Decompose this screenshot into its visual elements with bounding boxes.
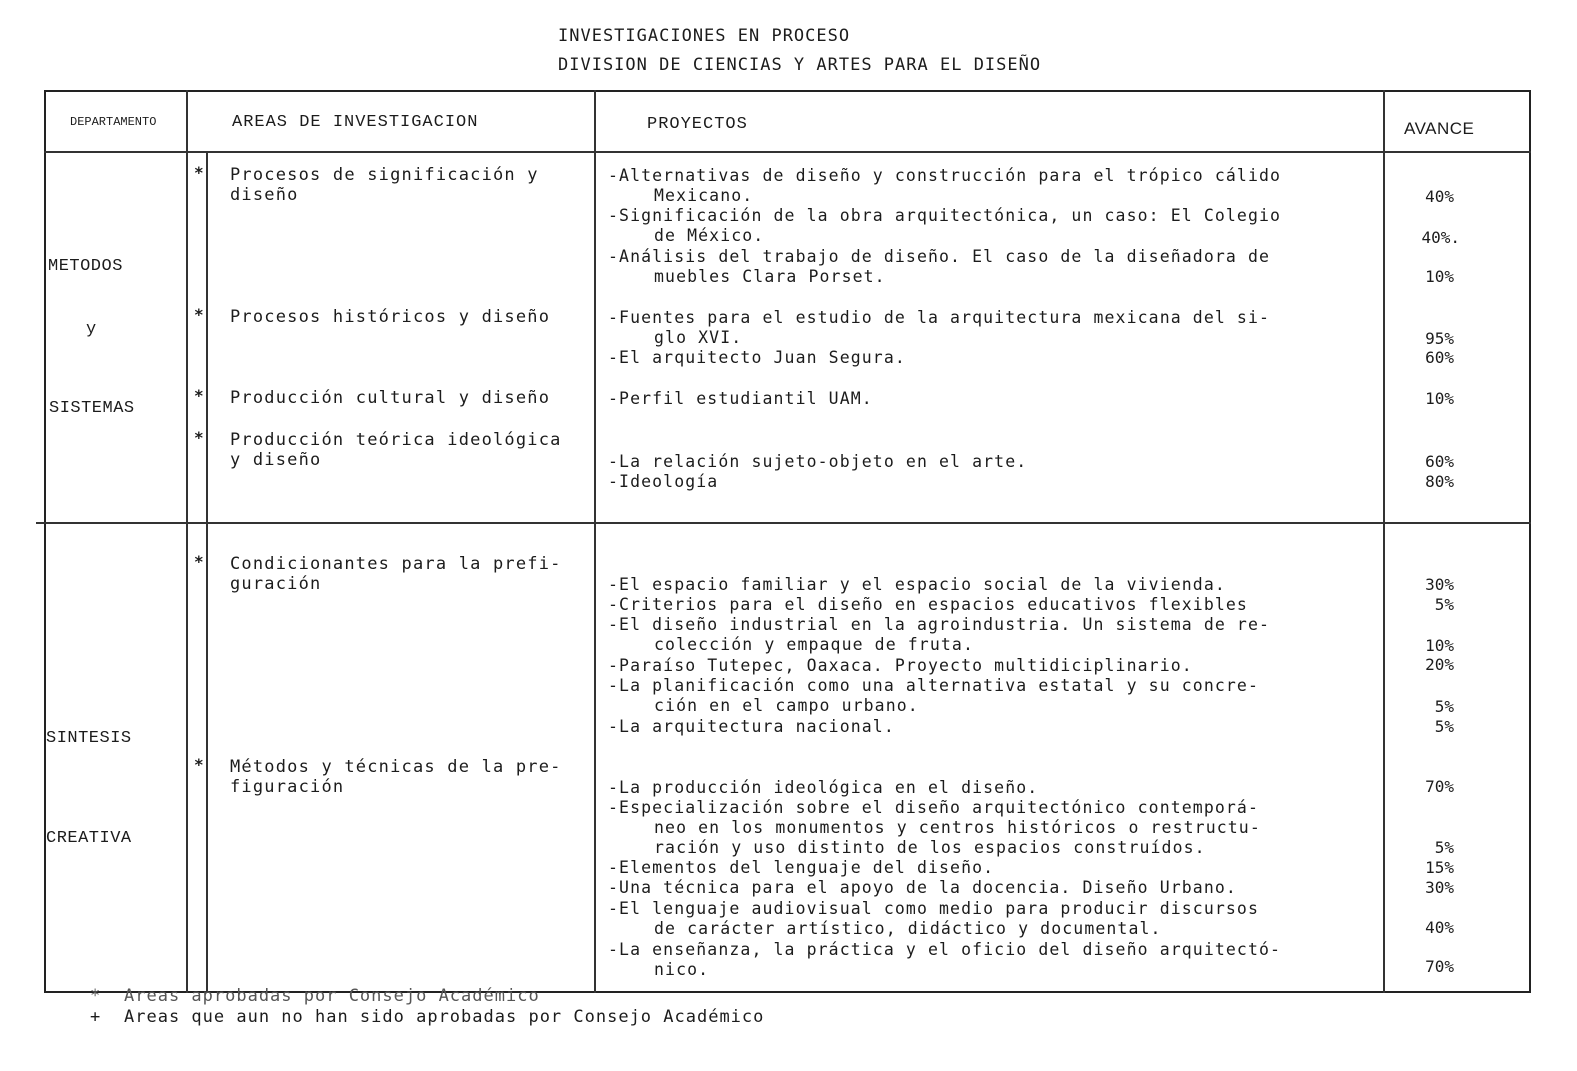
dept-y: y	[86, 320, 97, 339]
project-line: -Perfil estudiantil UAM.	[608, 389, 873, 408]
area-procesos-significacion	[230, 165, 590, 205]
project-item	[608, 575, 1226, 595]
project-line: colección y empaque de fruta.	[654, 635, 974, 654]
document-title: INVESTIGACIONES EN PROCESO	[558, 26, 851, 46]
project-item	[608, 389, 873, 409]
area-star-4: *	[194, 428, 204, 447]
area-line: Procesos históricos y diseño	[230, 307, 551, 327]
area-star-6: *	[194, 755, 204, 774]
avance-value: 95%	[1425, 329, 1454, 348]
project-item	[608, 247, 1270, 287]
footnote-text: Areas aprobadas por Consejo Académico	[124, 986, 540, 1006]
project-item	[608, 878, 1237, 898]
area-line: y diseño	[230, 450, 322, 470]
avance-value: 30%	[1425, 878, 1454, 897]
area-produccion-cultural	[230, 388, 590, 408]
avance-value: 10%	[1425, 636, 1454, 655]
header-divider	[44, 151, 1531, 153]
area-star-5: *	[194, 552, 204, 571]
project-line: -La relación sujeto-objeto en el arte.	[608, 452, 1028, 471]
area-star-3: *	[194, 386, 204, 405]
project-line: nico.	[654, 960, 710, 979]
project-line: de carácter artístico, didáctico y documental.	[654, 919, 1162, 938]
project-line: -Especialización sobre el diseño arquitectónico contemporá-	[608, 798, 1259, 817]
avance-value: 10%	[1425, 389, 1454, 408]
avance-value: 10%	[1425, 267, 1454, 286]
project-item	[608, 717, 895, 737]
avance-value: 40%.	[1421, 228, 1460, 247]
dept-creativa: CREATIVA	[46, 829, 132, 848]
project-item	[608, 798, 1261, 858]
area-line: Producción teórica ideológica	[230, 430, 562, 450]
project-line: -El espacio familiar y el espacio social de la vivienda.	[608, 575, 1226, 594]
footnote-mark: *	[90, 986, 102, 1006]
area-metodos-tecnicas	[230, 757, 590, 797]
project-line: -Significación de la obra arquitectónica, un caso: El Colegio	[608, 206, 1282, 225]
avance-value: 80%	[1425, 472, 1454, 491]
project-line: Mexicano.	[654, 186, 754, 205]
dept-metodos: METODOS	[48, 257, 123, 276]
area-star-1: *	[194, 163, 204, 182]
avance-value: 70%	[1425, 777, 1454, 796]
project-line: muebles Clara Porset.	[654, 267, 886, 286]
header-proyectos: PROYECTOS	[647, 115, 748, 134]
area-star-2: *	[194, 305, 204, 324]
avance-value: 20%	[1425, 655, 1454, 674]
project-line: -La producción ideológica en el diseño.	[608, 778, 1039, 797]
area-procesos-historicos	[230, 307, 590, 327]
avance-value: 40%	[1425, 918, 1454, 937]
avance-value: 60%	[1425, 348, 1454, 367]
col-divider-areas	[594, 90, 596, 993]
area-condicionantes	[230, 554, 590, 594]
project-item	[608, 940, 1281, 980]
dept-sistemas: SISTEMAS	[49, 399, 135, 418]
project-line: -Una técnica para el apoyo de la docencia. Diseño Urbano.	[608, 878, 1237, 897]
footnote-not-approved	[90, 1007, 764, 1027]
project-item	[608, 858, 994, 878]
document-subtitle: DIVISION DE CIENCIAS Y ARTES PARA EL DISEÑO	[558, 55, 1042, 75]
avance-value: 30%	[1425, 575, 1454, 594]
dept-sintesis: SINTESIS	[46, 729, 132, 748]
project-line: -La planificación como una alternativa estatal y su concre-	[608, 676, 1259, 695]
project-item	[608, 676, 1259, 716]
project-line: -El diseño industrial en la agroindustria. Un sistema de re-	[608, 615, 1271, 634]
area-line: figuración	[230, 777, 345, 797]
project-line: -Alternativas de diseño y construcción para el trópico cálido	[608, 166, 1282, 185]
project-item	[608, 595, 1248, 615]
header-departamento: DEPARTAMENTO	[70, 115, 157, 129]
avance-value: 5%	[1434, 717, 1454, 736]
area-line: Condicionantes para la prefi-	[230, 554, 562, 574]
footnote-approved	[90, 986, 540, 1006]
area-produccion-teorica	[230, 430, 590, 470]
project-item	[608, 452, 1027, 472]
project-item	[608, 166, 1281, 206]
project-line: glo XVI.	[654, 328, 743, 347]
footnote-text: Areas que aun no han sido aprobadas por Consejo Académico	[124, 1007, 765, 1027]
project-line: -Criterios para el diseño en espacios educativos flexibles	[608, 595, 1248, 614]
col-divider-star	[206, 151, 208, 993]
project-line: -Paraíso Tutepec, Oaxaca. Proyecto multidiciplinario.	[608, 656, 1193, 675]
project-line: -Análisis del trabajo de diseño. El caso de la diseñadora de	[608, 247, 1271, 266]
footnote-mark: +	[90, 1007, 102, 1027]
area-line: Procesos de significación y	[230, 165, 539, 185]
area-line: diseño	[230, 185, 299, 205]
project-line: de México.	[654, 226, 765, 245]
project-item	[608, 615, 1270, 655]
project-line: neo en los monumentos y centros históricos o restructu-	[654, 818, 1261, 837]
avance-value: 5%	[1434, 595, 1454, 614]
avance-value: 5%	[1434, 697, 1454, 716]
project-item	[608, 308, 1270, 348]
project-item	[608, 472, 718, 492]
avance-value: 60%	[1425, 452, 1454, 471]
project-line: -El lenguaje audiovisual como medio para producir discursos	[608, 899, 1259, 918]
header-avance: AVANCE	[1404, 119, 1475, 138]
project-line: -El arquitecto Juan Segura.	[608, 348, 906, 367]
avance-value: 70%	[1425, 957, 1454, 976]
project-item	[608, 778, 1038, 798]
header-areas: AREAS DE INVESTIGACION	[232, 113, 479, 132]
col-divider-avance	[1383, 90, 1385, 993]
avance-value: 15%	[1425, 858, 1454, 877]
project-line: ración y uso distinto de los espacios construídos.	[654, 838, 1206, 857]
avance-value: 40%	[1425, 187, 1454, 206]
project-line: -La enseñanza, la práctica y el oficio del diseño arquitectó-	[608, 940, 1282, 959]
project-line: -La arquitectura nacional.	[608, 717, 895, 736]
project-line: -Elementos del lenguaje del diseño.	[608, 858, 995, 877]
col-divider-departamento	[186, 90, 188, 993]
project-line: -Fuentes para el estudio de la arquitectura mexicana del si-	[608, 308, 1271, 327]
section-divider	[36, 522, 1531, 524]
project-item	[608, 206, 1281, 246]
project-item	[608, 656, 1193, 676]
area-line: Producción cultural y diseño	[230, 388, 551, 408]
area-line: guración	[230, 574, 322, 594]
project-item	[608, 348, 906, 368]
avance-value: 5%	[1434, 838, 1454, 857]
area-line: Métodos y técnicas de la pre-	[230, 757, 562, 777]
project-line: -Ideología	[608, 472, 719, 491]
project-line: ción en el campo urbano.	[654, 696, 919, 715]
project-item	[608, 899, 1259, 939]
